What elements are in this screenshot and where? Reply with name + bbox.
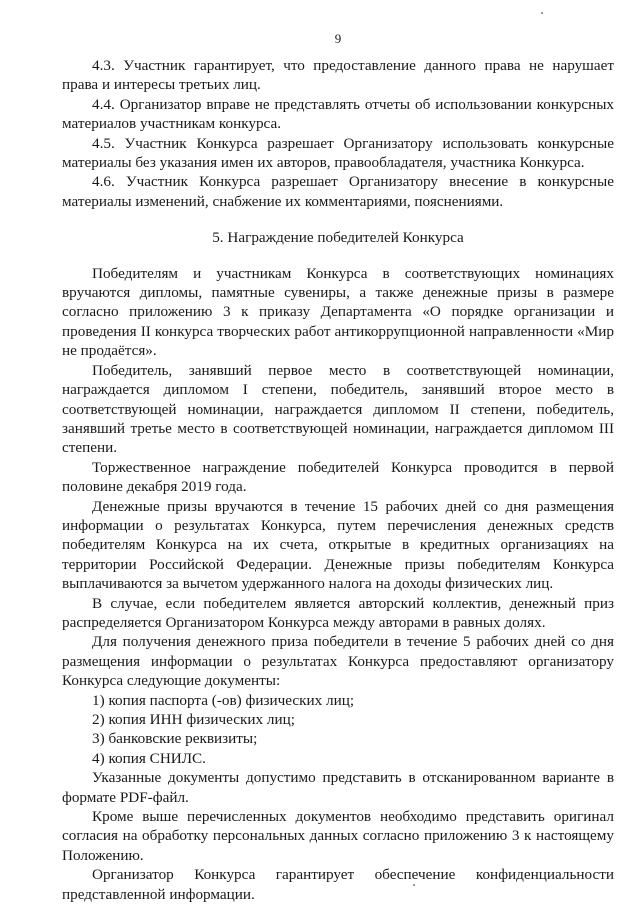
paragraph-pdf-format: Указанные документы допустимо представить в отсканированном варианте в формате PDF-файл. [62,769,614,806]
paragraph-consent: Кроме выше перечисленных документов необходимо представить оригинал согласия на обработку персональных данных согласно приложению 3 к настоящему Положению. [62,808,614,864]
clause-4-4: 4.4. Организатор вправе не представлять отчеты об использовании конкурсных материалов участникам конкурса. [62,95,614,133]
clause-4-5: 4.5. Участник Конкурса разрешает Организатору использовать конкурсные материалы без указания имен их авторов, правообладателя, участника Конкурса. [62,134,614,172]
list-item: 1) копия паспорта (-ов) физических лиц; [92,691,355,709]
clause-4-3: 4.3. Участник гарантирует, что предоставление данного права не нарушает права и интересы третьих лиц. [62,57,614,94]
paragraph-ceremony: Торжественное награждение победителей Конкурса проводится в первой половине декабря 2019 года. [62,458,614,496]
list-item: 2) копия ИНН физических лиц; [92,711,295,728]
scan-speck [541,12,543,14]
section-heading: 5. Награждение победителей Конкурса [212,229,464,247]
scan-speck [413,884,415,886]
paragraph-awards: Победителям и участникам Конкурса в соответствующих номинациях вручаются дипломы, памятные сувениры, а также денежные призы в размере согласно приложению 3 к приказу Департамента «О порядке организации и проведения II конкурса творческих работ антикоррупционной направленности «Мир не продаётся». [62,264,614,360]
list-item: 3) банковские реквизиты; [92,730,258,748]
paragraph-prize-payment: Денежные призы вручаются в течение 15 рабочих дней со дня размещения информации о результатах Конкурса, путем перечисления денежных средств победителям Конкурса на их счета, открытые в кредитных организациях на территории Российской Федерации. Денежные призы победителям Конкурса выплачиваются за вычетом удержанного налога на доходы физических лиц. [62,497,614,593]
paragraph-collective: В случае, если победителем является авторский коллектив, денежный приз распределяется Организатором Конкурса между авторами в равных долях. [62,594,614,631]
list-item: 4) копия СНИЛС. [92,749,206,767]
paragraph-diplomas: Победитель, занявший первое место в соответствующей номинации, награждается дипломом I степени, победитель, занявший второе место в соответствующей номинации, награждается дипломом II степени, победитель, занявший третье место в соответствующей номинации, награждается дипломом III степени. [62,361,614,457]
paragraph-documents-intro: Для получения денежного приза победители в течение 5 рабочих дней со дня размещения информации о результатах Конкурса предоставляют организатору Конкурса следующие документы: [62,633,614,690]
paragraph-confidentiality: Организатор Конкурса гарантирует обеспечение конфиденциальности представленной информации. [62,866,614,903]
document-body [62,56,614,904]
page-number: 9 [334,31,342,46]
clause-4-6: 4.6. Участник Конкурса разрешает Организатору внесение в конкурсные материалы изменений, снабжение их комментариями, пояснениями. [62,173,614,210]
